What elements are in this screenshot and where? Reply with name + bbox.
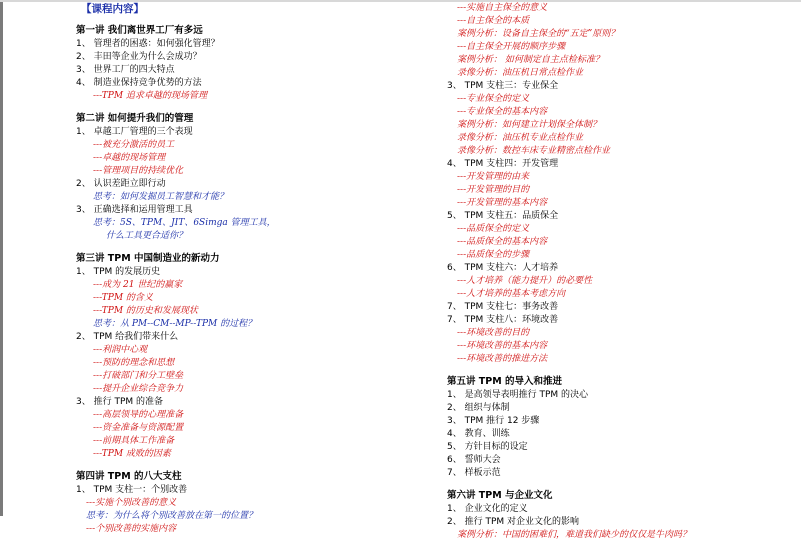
sub-point: ---实施个别改善的意义	[86, 498, 177, 508]
numbered-item: 2、 推行 TPM 对企业文化的影响	[447, 517, 579, 527]
sub-point: ---被充分激活的员工	[93, 140, 175, 150]
sub-point: ---卓越的现场管理	[93, 153, 166, 163]
sub-point: 录像分析：油压机专业点检作业	[457, 133, 584, 143]
numbered-item: 1、 TPM 的发展历史	[76, 267, 161, 277]
sub-point: ---专业保全的定义	[457, 94, 530, 104]
sub-point: ---打破部门和分工壁垒	[93, 371, 184, 381]
thinking-question: 思考：为什么将个别改善放在第一的位置？	[86, 511, 258, 521]
sub-point: ---人才培养的基本考虑方向	[457, 289, 566, 299]
numbered-item: 2、 组织与体制	[447, 403, 510, 413]
numbered-item: 4、 教育、训练	[447, 429, 510, 439]
sub-point: ---实施自主保全的意义	[457, 3, 548, 13]
sub-point: 案例分析： 如何制定自主点检标准？	[457, 55, 604, 65]
left-outline	[76, 24, 446, 536]
section-heading: 第六讲 TPM 与企业文化	[447, 490, 553, 501]
numbered-item: 3、 TPM 支柱三：专业保全	[447, 81, 559, 91]
sub-point: ---高层领导的心理准备	[93, 410, 184, 420]
sub-point: ---自主保全的本质	[457, 16, 530, 26]
numbered-item: 7、 样板示范	[447, 468, 501, 478]
right-outline	[447, 2, 797, 542]
sub-point: ---预防的理念和思想	[93, 358, 175, 368]
section-gap	[447, 366, 797, 371]
numbered-item: 3、 推行 TPM 的准备	[76, 397, 163, 407]
sub-point: ---TPM 追求卓越的现场管理	[93, 91, 207, 101]
section-heading: 第五讲 TPM 的导入和推进	[447, 376, 563, 387]
sub-point: 录像分析：油压机日常点检作业	[457, 68, 584, 78]
sub-point: ---提升企业综合竞争力	[93, 384, 184, 394]
sub-point: ---TPM 的历史和发展现状	[93, 306, 198, 316]
sub-point: ---前期具体工作准备	[93, 436, 175, 446]
sub-point: ---环境改善的基本内容	[457, 341, 548, 351]
sub-point: ---TPM 成败的因素	[93, 449, 171, 459]
numbered-item: 5、 方针目标的设定	[447, 442, 528, 452]
numbered-item: 3、 世界工厂的四大特点	[76, 65, 175, 75]
section-gap	[76, 103, 446, 108]
numbered-item: 5、 TPM 支柱五：品质保全	[447, 211, 559, 221]
numbered-item: 6、 誓师大会	[447, 455, 501, 465]
numbered-item: 1、 管理者的困惑：如何强化管理？	[76, 39, 220, 49]
sub-point: ---品质保全的定义	[457, 224, 530, 234]
sub-point: ---TPM 的含义	[93, 293, 153, 303]
sub-point: ---开发管理的基本内容	[457, 198, 548, 208]
section-gap	[76, 461, 446, 466]
sub-point: ---成为 21 世纪的赢家	[93, 280, 183, 290]
sub-point: 案例分析：设备自主保全的“五定”原则？	[457, 29, 620, 39]
numbered-item: 2、 丰田等企业为什么会成功？	[76, 52, 202, 62]
section-heading: 第三讲 TPM 中国制造业的新动力	[76, 253, 220, 264]
sub-point: ---专业保全的基本内容	[457, 107, 548, 117]
numbered-item: 1、 卓越工厂管理的三个表现	[76, 127, 193, 137]
thinking-question: 思考：5S、TPM、JIT、6Simga 管理工具，	[93, 218, 276, 228]
numbered-item: 4、 制造业保持竞争优势的方法	[76, 78, 202, 88]
numbered-item: 2、 TPM 给我们带来什么	[76, 332, 179, 342]
sub-point: ---个别改善的实施内容	[86, 524, 177, 534]
sub-point: ---开发管理的目的	[457, 185, 530, 195]
sub-point: ---品质保全的基本内容	[457, 237, 548, 247]
right-column	[447, 2, 797, 542]
sub-point: ---品质保全的步骤	[457, 250, 530, 260]
numbered-item: 1、 企业文化的定义	[447, 504, 528, 514]
numbered-item: 6、 TPM 支柱六：人才培养	[447, 263, 559, 273]
sub-point: ---资金准备与资源配置	[93, 423, 184, 433]
sub-point: ---人才培养（能力提升）的必要性	[457, 276, 593, 286]
sub-point: ---自主保全开展的顺序步骤	[457, 42, 566, 52]
sub-point: 录像分析：数控车床专业精密点检作业	[457, 146, 611, 156]
numbered-item: 2、 认识差距立即行动	[76, 179, 166, 189]
numbered-item: 3、 TPM 推行 12 步骤	[447, 416, 540, 426]
sub-point: ---环境改善的目的	[457, 328, 530, 338]
numbered-item: 1、 TPM 支柱一：个别改善	[76, 485, 188, 495]
section-heading: 第二讲 如何提升我们的管理	[76, 113, 194, 124]
sub-point: ---环境改善的推进方法	[457, 354, 548, 364]
window-left-border	[0, 0, 3, 516]
sub-point: ---开发管理的由来	[457, 172, 530, 182]
numbered-item: 1、 是高领导表明推行 TPM 的决心	[447, 390, 588, 400]
section-gap	[447, 480, 797, 485]
thinking-question: 思考：从 PM--CM--MP--TPM 的过程？	[93, 319, 257, 329]
sub-point: 案例分析：中国的困难们，难道我们缺少的仅仅是牛肉吗？	[457, 530, 692, 540]
thinking-question: 什么工具更合适你？	[106, 231, 188, 241]
numbered-item: 4、 TPM 支柱四：开发管理	[447, 159, 559, 169]
section-heading: 第一讲 我们离世界工厂有多远	[76, 25, 203, 36]
sub-point: 案例分析：如何建立计划保全体制？	[457, 120, 602, 130]
numbered-item: 7、 TPM 支柱七：事务改善	[447, 302, 559, 312]
left-column	[76, 2, 446, 536]
content-title: 【课程内容】	[81, 3, 144, 15]
sub-point: ---管理项目的持续优化	[93, 166, 184, 176]
numbered-item: 7、 TPM 支柱八：环境改善	[447, 315, 559, 325]
sub-point: ---利润中心观	[93, 345, 148, 355]
numbered-item: 3、 正确选择和运用管理工具	[76, 205, 193, 215]
thinking-question: 思考：如何发掘员工智慧和才能？	[93, 192, 229, 202]
section-heading: 第四讲 TPM 的八大支柱	[76, 471, 182, 482]
section-gap	[76, 243, 446, 248]
